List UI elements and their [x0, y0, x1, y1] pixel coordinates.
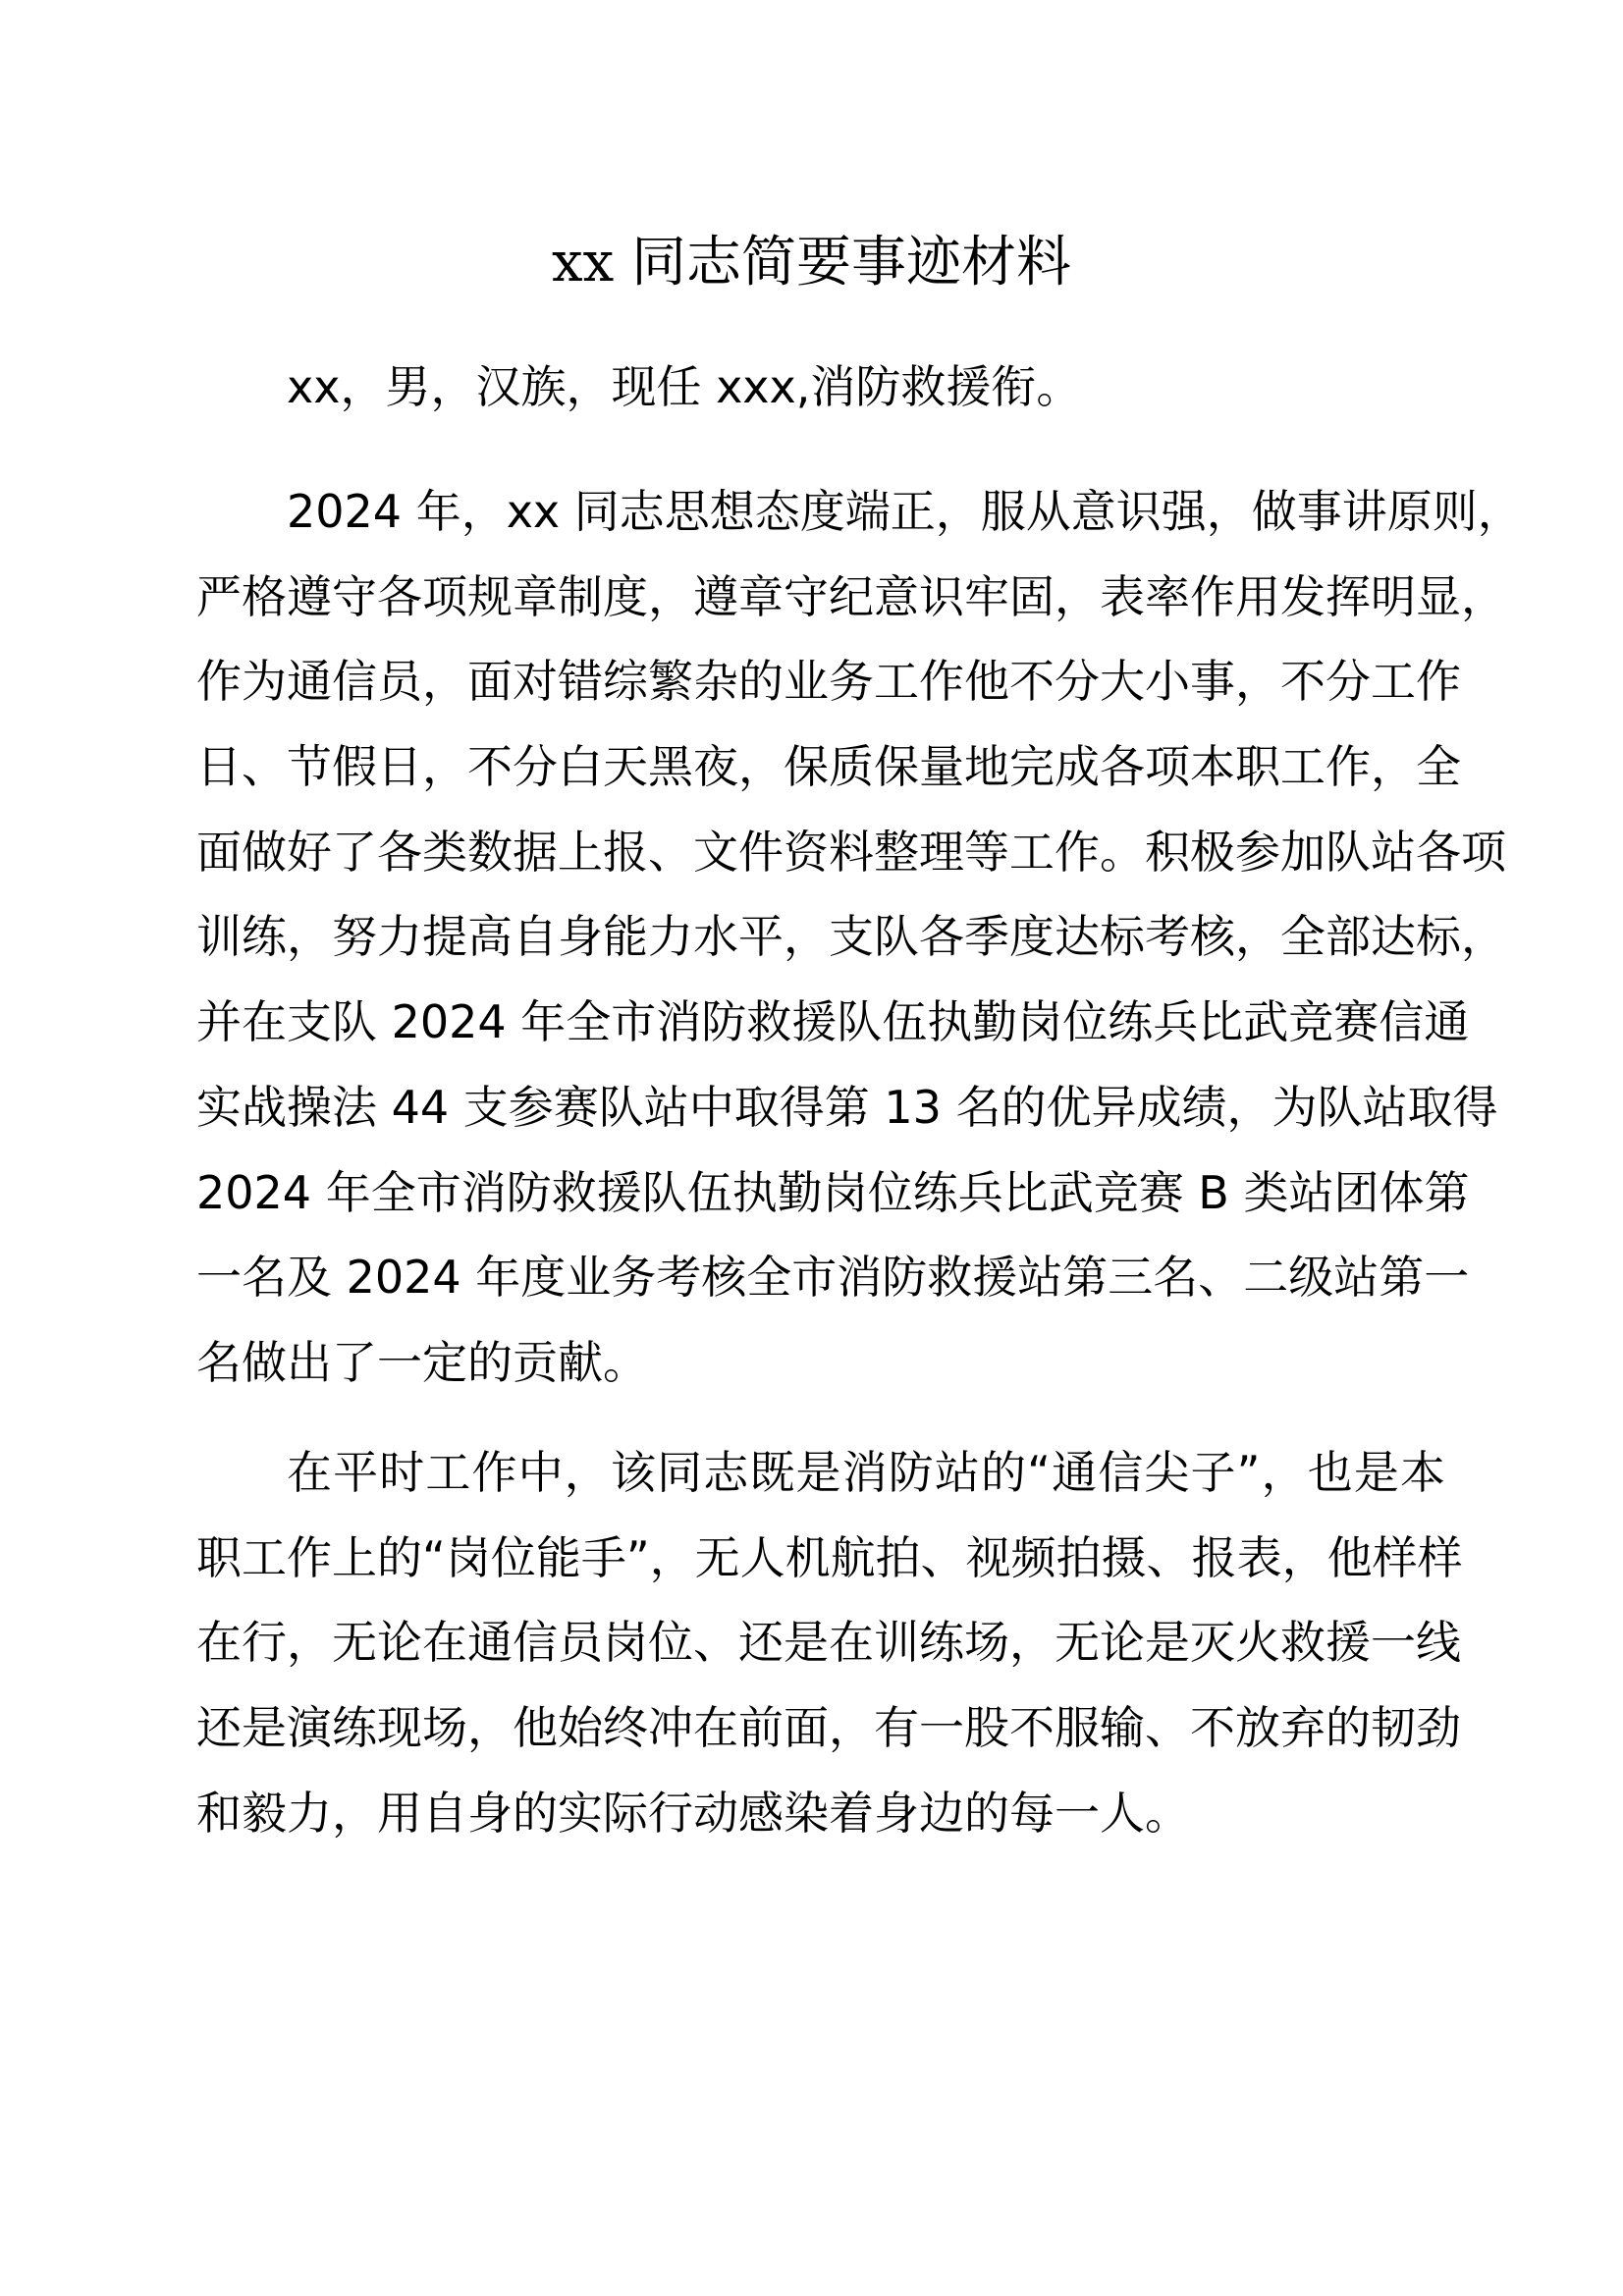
paragraph-line: 面做好了各类数据上报、文件资料整理等工作。积极参加队站各项: [196, 825, 1506, 879]
paragraph-line: 在平时工作中，该同志既是消防站的“通信尖子”，也是本: [287, 1446, 1445, 1499]
paragraph-line: 训练，努力提高自身能力水平，支队各季度达标考核，全部达标，: [196, 910, 1506, 964]
paragraph-line: 2024 年全市消防救援队伍执勤岗位练兵比武竞赛 B 类站团体第: [196, 1165, 1470, 1219]
paragraph-line: 名做出了一定的贡献。: [196, 1335, 648, 1389]
paragraph-line: 职工作上的“岗位能手”，无人机航拍、视频拍摄、报表，他样样: [196, 1530, 1463, 1584]
paragraph-line: 2024 年，xx 同志思想态度端正，服从意识强，做事讲原则，: [287, 485, 1523, 538]
paragraph-line: 实战操法 44 支参赛队站中取得第 13 名的优异成绩，为队站取得: [196, 1080, 1498, 1134]
paragraph-line: 和毅力，用自身的实际行动感染着身边的每一人。: [196, 1786, 1190, 1840]
paragraph-line: 还是演练现场，他始终冲在前面，有一股不服输、不放弃的韧劲: [196, 1701, 1461, 1755]
document-title: xx 同志简要事迹材料: [552, 231, 1071, 294]
paragraph-line: 并在支队 2024 年全市消防救援队伍执勤岗位练兵比武竞赛信通: [196, 995, 1470, 1049]
paragraph-intro: [196, 345, 1445, 430]
paragraph-line: 一名及 2024 年度业务考核全市消防救援站第三名、二级站第一: [196, 1251, 1470, 1305]
paragraph-line: 作为通信员，面对错综繁杂的业务工作他不分大小事，不分工作: [196, 655, 1461, 709]
paragraph-line: xx，男，汉族，现任 xxx,消防救援衔。: [287, 360, 1082, 413]
paragraph-line: 在行，无论在通信员岗位、还是在训练场，无论是灭火救援一线: [196, 1616, 1461, 1670]
paragraph-daily-work: [196, 1430, 1463, 1855]
paragraph-line: 日、节假日，不分白天黑夜，保质保量地完成各项本职工作，全: [196, 740, 1461, 794]
paragraph-achievements: [196, 469, 1523, 1406]
paragraph-line: 严格遵守各项规章制度，遵章守纪意识牢固，表率作用发挥明显，: [196, 569, 1506, 623]
